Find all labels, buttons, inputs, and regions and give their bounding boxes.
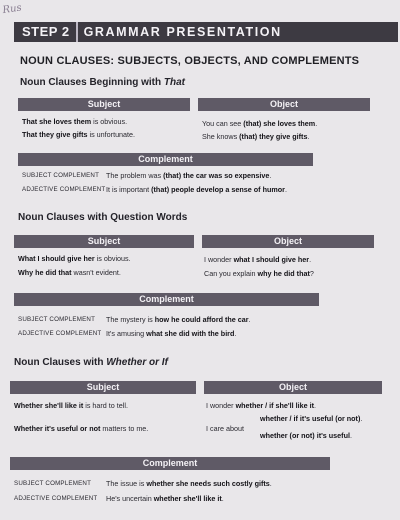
complement-example: The mystery is how he could afford the car. xyxy=(106,315,251,324)
subject-example: What I should give her is obvious. xyxy=(18,254,131,263)
complement-header: Complement xyxy=(14,293,319,306)
section-title-text: Noun Clauses with Question Words xyxy=(18,212,188,223)
step-number: STEP 2 xyxy=(16,22,78,42)
object-example: Can you explain why he did that? xyxy=(204,269,314,278)
object-header: Object xyxy=(204,381,382,394)
adjective-complement-label: ADJECTIVE COMPLEMENT xyxy=(18,330,102,337)
section-title xyxy=(20,77,185,88)
subject-example: That they give gifts is unfortunate. xyxy=(22,130,136,139)
subject-header: Subject xyxy=(14,235,194,248)
section-title-text: Noun Clauses Beginning with xyxy=(20,77,164,88)
subject-example: Whether she'll like it is hard to tell. xyxy=(14,401,128,410)
subject-header: Subject xyxy=(18,98,190,111)
object-header: Object xyxy=(202,235,374,248)
object-header: Object xyxy=(198,98,370,111)
complement-example: It is important (that) people develop a sense of humor. xyxy=(106,185,287,194)
object-example: She knows (that) they give gifts. xyxy=(202,132,310,141)
step-banner xyxy=(14,22,398,42)
subject-complement-label: SUBJECT COMPLEMENT xyxy=(14,480,92,487)
section-title-italic: Whether or If xyxy=(106,357,168,368)
adjective-complement-label: ADJECTIVE COMPLEMENT xyxy=(14,495,98,502)
page-title: NOUN CLAUSES: SUBJECTS, OBJECTS, AND COMPLEMENTS xyxy=(20,55,360,67)
complement-header: Complement xyxy=(10,457,330,470)
object-example: whether (or not) it's useful. xyxy=(260,431,352,440)
complement-header: Complement xyxy=(18,153,313,166)
subject-example: Whether it's useful or not matters to me. xyxy=(14,424,149,433)
subject-complement-label: SUBJECT COMPLEMENT xyxy=(18,316,96,323)
complement-example: It's amusing what she did with the bird. xyxy=(106,329,237,338)
section-title-italic: That xyxy=(163,77,186,88)
complement-example: The issue is whether she needs such costly gifts. xyxy=(106,479,272,488)
object-example: You can see (that) she loves them. xyxy=(202,119,318,128)
subject-example: That she loves them is obvious. xyxy=(22,117,128,126)
object-example: I care about xyxy=(206,424,244,433)
subject-complement-label: SUBJECT COMPLEMENT xyxy=(22,172,100,179)
margin-note: Rus xyxy=(1,2,23,17)
object-example: I wonder whether / if she'll like it. xyxy=(206,401,316,410)
object-example: whether / if it's useful (or not). xyxy=(260,414,363,423)
complement-example: The problem was (that) the car was so expensive. xyxy=(106,171,272,180)
section-title xyxy=(18,212,187,223)
subject-example: Why he did that wasn't evident. xyxy=(18,268,121,277)
step-title: GRAMMAR PRESENTATION xyxy=(83,25,282,39)
object-example: I wonder what I should give her. xyxy=(204,255,312,264)
section-title-text: Noun Clauses with xyxy=(14,357,107,368)
section-title xyxy=(14,357,168,368)
subject-header: Subject xyxy=(10,381,196,394)
adjective-complement-label: ADJECTIVE COMPLEMENT xyxy=(22,186,106,193)
complement-example: He's uncertain whether she'll like it. xyxy=(106,494,224,503)
